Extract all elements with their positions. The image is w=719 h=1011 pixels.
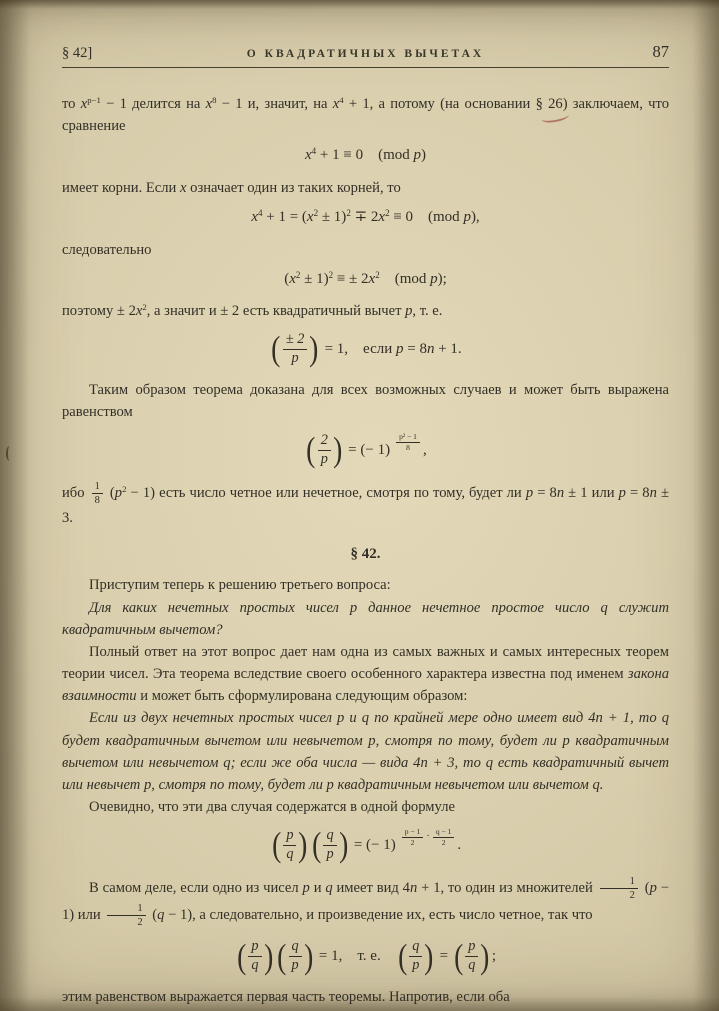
formula	[62, 270, 669, 290]
text-segment: 2	[313, 208, 319, 219]
paragraph	[62, 300, 669, 322]
paragraph	[62, 93, 669, 137]
paragraph	[62, 574, 669, 596]
text-segment: x	[180, 179, 187, 196]
text-segment: − 1) есть число четное или нечетное, смотря по тому, будет ли	[126, 484, 526, 501]
formula	[62, 331, 669, 368]
fraction: $\frac{q - 1}{2}$	[433, 827, 455, 847]
text-segment: p	[525, 484, 534, 501]
text-segment: (mod	[379, 270, 431, 287]
text-segment: q	[157, 907, 165, 924]
ink-speck	[6, 446, 13, 461]
text-segment: x	[135, 303, 143, 320]
text-segment: n	[409, 879, 418, 896]
text-segment: n	[426, 341, 435, 358]
text-segment: x	[251, 209, 258, 226]
section-heading	[62, 546, 669, 563]
text-segment: p	[114, 484, 123, 501]
exponent	[393, 432, 423, 452]
text-segment: = (− 1)	[350, 837, 396, 854]
paragraph	[62, 480, 669, 529]
text-segment: p	[463, 209, 471, 226]
text-segment: p	[396, 341, 404, 358]
text-segment: x	[378, 209, 386, 226]
section-marker: § 42]	[62, 45, 93, 61]
text-segment: 2	[375, 269, 380, 280]
text-segment: − 1 и, значит, на	[216, 96, 333, 112]
text-segment: x	[306, 209, 314, 226]
fraction: $\frac{2}{p}$	[318, 432, 331, 469]
text-segment: = 8	[533, 484, 557, 501]
text-segment: Приступим теперь к решению третьего вопроса:	[89, 577, 391, 594]
text-segment: ± 3.	[62, 484, 669, 527]
page-content	[62, 42, 669, 1008]
legendre-symbol: ( $\frac{q}{p}$ )	[277, 937, 314, 976]
paragraph	[62, 875, 669, 930]
legendre-symbol: ( $\frac{p}{q}$ )	[271, 826, 308, 865]
text-segment: ,	[422, 442, 427, 459]
text-segment: + 1.	[434, 341, 462, 358]
fraction: $\frac{p}{q}$	[248, 938, 261, 975]
text-segment: p	[649, 879, 657, 896]
text-segment: 4	[257, 208, 263, 219]
legendre-symbol: ( $\frac{q}{p}$ )	[397, 937, 434, 976]
fraction: $\frac{q}{p}$	[289, 938, 302, 975]
paragraph	[62, 986, 669, 1008]
formula	[62, 938, 669, 975]
text-segment: ≡ ± 2	[333, 270, 369, 287]
running-header	[62, 42, 669, 68]
formula	[62, 827, 669, 864]
paragraph	[62, 177, 669, 199]
text-segment: 4	[311, 146, 317, 157]
text-segment: = 1, т. е.	[315, 948, 396, 965]
formula	[62, 208, 669, 228]
text-segment: то	[62, 96, 81, 112]
text-segment: p	[430, 270, 438, 287]
fraction: $\frac{p}{q}$	[465, 938, 478, 975]
text-segment: Для каких нечетных простых чисел p данное нечетное простое число q служит квадратичным вычетом?	[62, 599, 669, 638]
text-segment: , а значит и ± 2 есть квадратичный вычет	[146, 303, 406, 320]
text-segment: p	[405, 303, 413, 320]
text-segment: = 8	[403, 341, 427, 358]
text-segment: ± 1 или	[564, 484, 619, 501]
text-segment: ≡ 0 (mod	[389, 209, 464, 226]
text-segment: Если из двух нечетных простых чисел p и q по крайней мере одно имеет вид 4n + 1, то q будет квадратичным вычетом или невычетом p, смотря по тому, будет ли p квадратичным вычетом или невычетом q; если же оба числа — вида 4n + 3, то q есть квадратичный вычет или невычет p, смотря по тому, будет ли p квадратичным невычетом или вычетом q.	[62, 710, 669, 793]
fraction: $\frac{\text{p² − 1}}{8}$	[396, 432, 420, 452]
text-segment: 4	[339, 95, 344, 106]
fraction: $\frac{\pm 2}{p}$	[283, 331, 308, 368]
formula	[62, 146, 669, 166]
text-segment: ·	[426, 831, 430, 843]
text-segment: Таким образом теорема доказана для всех возможных случаев и может быть выражена равенством	[62, 381, 669, 421]
text-segment: p−1	[87, 95, 101, 106]
legendre-symbol: ( $\frac{2}{p}$ )	[306, 431, 343, 470]
text-segment: )	[421, 147, 426, 164]
text-segment: p	[302, 879, 310, 896]
paragraph	[62, 707, 669, 796]
text-segment: + 1 = (	[262, 209, 307, 226]
text-segment: x	[80, 96, 88, 112]
text-segment: поэтому ± 2	[62, 303, 136, 320]
text-segment: ± 1)	[318, 209, 347, 226]
text-segment: n	[649, 484, 657, 501]
text-segment: 2	[122, 484, 127, 495]
text-segment: (	[148, 907, 158, 924]
page-number: 87	[652, 42, 669, 61]
text-segment: x	[332, 96, 340, 112]
text-segment: + 1 ≡ 0 (mod	[316, 147, 414, 164]
text-segment: ;	[491, 948, 497, 965]
text-segment: Полный ответ на этот вопрос дает нам одна из самых важных и самых интересных теорем теории чисел. Эта теорема вследствие своего особенного характера известна под именем	[62, 643, 669, 683]
text-segment: − 1 делится на	[100, 96, 206, 112]
fraction: $\frac{1}{8}$	[92, 480, 103, 507]
text-segment: (	[105, 484, 115, 501]
text-segment: x	[205, 96, 213, 112]
text-segment: );	[437, 270, 447, 287]
fraction: $\frac{p - 1}{2}$	[402, 827, 424, 847]
text-segment: 2	[142, 302, 147, 313]
text-segment: ∓ 2	[350, 209, 379, 226]
fraction: $\frac{1}{2}$	[600, 875, 638, 902]
text-segment: .	[457, 837, 462, 854]
text-segment: 2	[295, 269, 301, 280]
text-segment: = 1, если	[320, 341, 396, 358]
paragraph	[62, 239, 669, 261]
chapter-title: О КВАДРАТИЧНЫХ ВЫЧЕТАХ	[246, 48, 485, 60]
text-segment: (	[640, 879, 650, 896]
text-segment: В самом деле, если одно из чисел	[89, 879, 303, 896]
text-segment: q	[325, 879, 333, 896]
paragraph	[62, 641, 669, 708]
text-segment: ± 1)	[300, 270, 329, 287]
text-segment: Очевидно, что эти два случая содержатся в одной формуле	[89, 799, 455, 816]
text-segment: следовательно	[62, 241, 152, 258]
text-segment: 8	[212, 95, 217, 106]
paragraph	[62, 597, 669, 641]
text-segment: = 8	[625, 484, 650, 501]
legendre-symbol: ( $\frac{p}{q}$ )	[453, 937, 490, 976]
legendre-symbol: ( $\frac{q}{p}$ )	[312, 826, 348, 865]
text-segment: + 1, то один из множителей	[417, 879, 597, 896]
text-segment: x	[368, 270, 376, 287]
text-segment: + 1, а потому (на основании § 26) заключаем, что сравнение	[62, 96, 669, 135]
text-segment: n	[556, 484, 565, 501]
text-segment: 2	[385, 208, 390, 219]
text-segment: x	[304, 147, 312, 164]
text-segment: , т. е.	[412, 303, 443, 320]
text-segment: − 1) или	[62, 879, 669, 924]
text-segment: и может быть сформулирована следующим образом:	[136, 688, 468, 705]
text-segment: § 42.	[350, 546, 381, 563]
text-segment: x	[289, 270, 296, 287]
fraction: $\frac{q}{p}$	[323, 827, 336, 864]
text-segment: закона взаимности	[62, 666, 669, 705]
legendre-symbol: ( $\frac{\pm 2}{p}$ )	[271, 330, 319, 369]
text-segment: = (− 1)	[344, 442, 391, 459]
text-segment: p	[413, 147, 421, 164]
text-segment: 2	[346, 208, 351, 219]
text-segment: и	[309, 879, 326, 896]
fraction: $\frac{q}{p}$	[409, 938, 422, 975]
page-body	[62, 93, 669, 1008]
text-segment: =	[435, 948, 452, 965]
exponent	[399, 827, 458, 847]
fraction: $\frac{p}{q}$	[283, 827, 296, 864]
paragraph	[62, 796, 669, 818]
text-segment: − 1), а следовательно, и произведение их, есть число четное, так что	[164, 907, 593, 924]
text-segment: имеет вид 4	[332, 879, 410, 896]
text-segment: 2	[328, 269, 334, 280]
text-segment: p	[618, 484, 626, 501]
legendre-symbol: ( $\frac{p}{q}$ )	[237, 937, 273, 976]
paragraph	[62, 379, 669, 423]
text-segment: означает один из таких корней, то	[186, 179, 401, 196]
formula	[62, 432, 669, 469]
fraction: $\frac{1}{2}$	[107, 902, 145, 929]
text-segment: ),	[470, 209, 480, 226]
text-segment: имеет корни. Если	[62, 179, 181, 196]
text-segment: ибо	[62, 484, 89, 501]
text-segment: этим равенством выражается первая часть теоремы. Напротив, если оба	[62, 989, 510, 1006]
text-segment: (	[284, 270, 290, 287]
